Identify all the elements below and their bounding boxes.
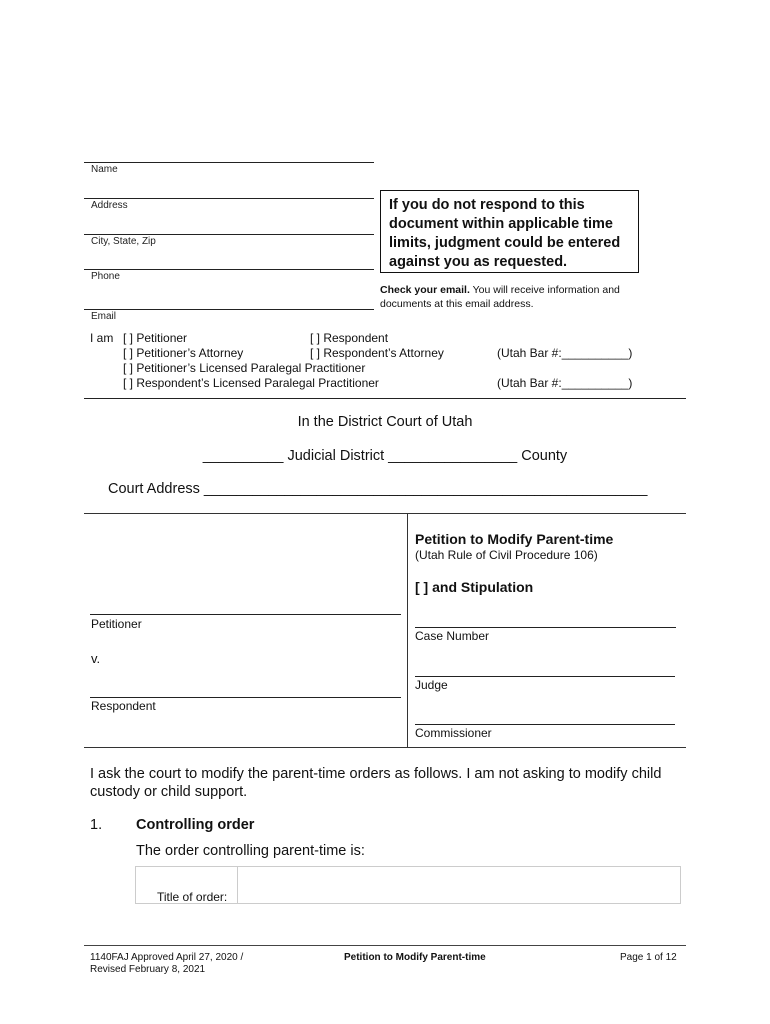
judge-line bbox=[415, 676, 675, 677]
footer-page-number: Page 1 of 12 bbox=[620, 952, 677, 963]
checkbox-petitioner-lpp[interactable]: [ ] Petitioner’s Licensed Paralegal Practitioner bbox=[123, 361, 366, 375]
email-note bbox=[380, 284, 650, 311]
rule-reference: (Utah Rule of Civil Procedure 106) bbox=[415, 548, 598, 562]
respondent-line bbox=[90, 697, 401, 698]
email-line bbox=[84, 309, 374, 310]
footer-rule bbox=[84, 945, 686, 946]
stipulation-checkbox[interactable]: [ ] and Stipulation bbox=[415, 579, 534, 595]
petitioner-line bbox=[90, 614, 401, 615]
address-line bbox=[84, 198, 374, 199]
respondent-label: Respondent bbox=[91, 699, 156, 713]
caption-top-border bbox=[84, 513, 686, 514]
commissioner-line bbox=[415, 724, 675, 725]
title-of-order-input[interactable] bbox=[242, 868, 678, 902]
footer-document-title: Petition to Modify Parent-time bbox=[344, 952, 486, 963]
controlling-order-table-divider bbox=[237, 866, 238, 904]
commissioner-label: Commissioner bbox=[415, 726, 492, 740]
utah-bar-number-1[interactable]: (Utah Bar #:__________) bbox=[497, 346, 633, 360]
section-title: Controlling order bbox=[136, 817, 255, 833]
checkbox-petitioner-attorney[interactable]: [ ] Petitioner’s Attorney bbox=[123, 346, 244, 360]
footer-approved: 1140FAJ Approved April 27, 2020 / bbox=[90, 952, 244, 963]
phone-label: Phone bbox=[91, 271, 120, 282]
checkbox-respondent-lpp[interactable]: [ ] Respondent’s Licensed Paralegal Practitioner bbox=[123, 376, 379, 390]
checkbox-respondent-attorney[interactable]: [ ] Respondent’s Attorney bbox=[310, 346, 444, 360]
email-label: Email bbox=[91, 311, 117, 322]
section-text: The order controlling parent-time is: bbox=[136, 843, 365, 859]
caption-bottom-border bbox=[84, 747, 686, 748]
court-title: In the District Court of Utah bbox=[297, 414, 473, 430]
section-divider bbox=[84, 398, 686, 399]
caption-divider bbox=[407, 513, 408, 747]
petitioner-label: Petitioner bbox=[91, 617, 142, 631]
section-number: 1. bbox=[90, 817, 103, 833]
case-number-label: Case Number bbox=[415, 629, 490, 643]
case-number-line bbox=[415, 627, 676, 628]
response-warning-box: If you do not respond to this document within applicable time limits, judgment could be entered against you as requested. bbox=[380, 190, 639, 273]
judicial-district-line: __________ Judicial District ________________ County bbox=[202, 448, 568, 464]
judge-label: Judge bbox=[415, 678, 448, 692]
court-address-line: Court Address _______________________________________________________ bbox=[108, 481, 648, 497]
checkbox-respondent[interactable]: [ ] Respondent bbox=[310, 331, 389, 345]
versus-label: v. bbox=[91, 651, 101, 666]
footer-form-id bbox=[90, 952, 243, 976]
document-title: Petition to Modify Parent-time bbox=[415, 531, 614, 547]
utah-bar-number-2[interactable]: (Utah Bar #:__________) bbox=[497, 376, 633, 390]
checkbox-petitioner[interactable]: [ ] Petitioner bbox=[123, 331, 188, 345]
address-label: Address bbox=[91, 200, 128, 211]
name-label: Name bbox=[91, 164, 118, 175]
phone-line bbox=[84, 269, 374, 270]
footer-revised: Revised February 8, 2021 bbox=[90, 964, 206, 975]
email-note-text: You will receive information and documents at this email address. bbox=[380, 284, 620, 310]
name-line bbox=[84, 162, 374, 163]
city-state-zip-line bbox=[84, 234, 374, 235]
email-note-bold: Check your email. bbox=[380, 284, 470, 296]
city-state-zip-label: City, State, Zip bbox=[91, 236, 156, 247]
title-of-order-label: Title of order: bbox=[157, 890, 228, 904]
intro-paragraph: I ask the court to modify the parent-time orders as follows. I am not asking to modify child custody or child support. bbox=[90, 766, 662, 800]
i-am-label: I am bbox=[90, 331, 114, 345]
